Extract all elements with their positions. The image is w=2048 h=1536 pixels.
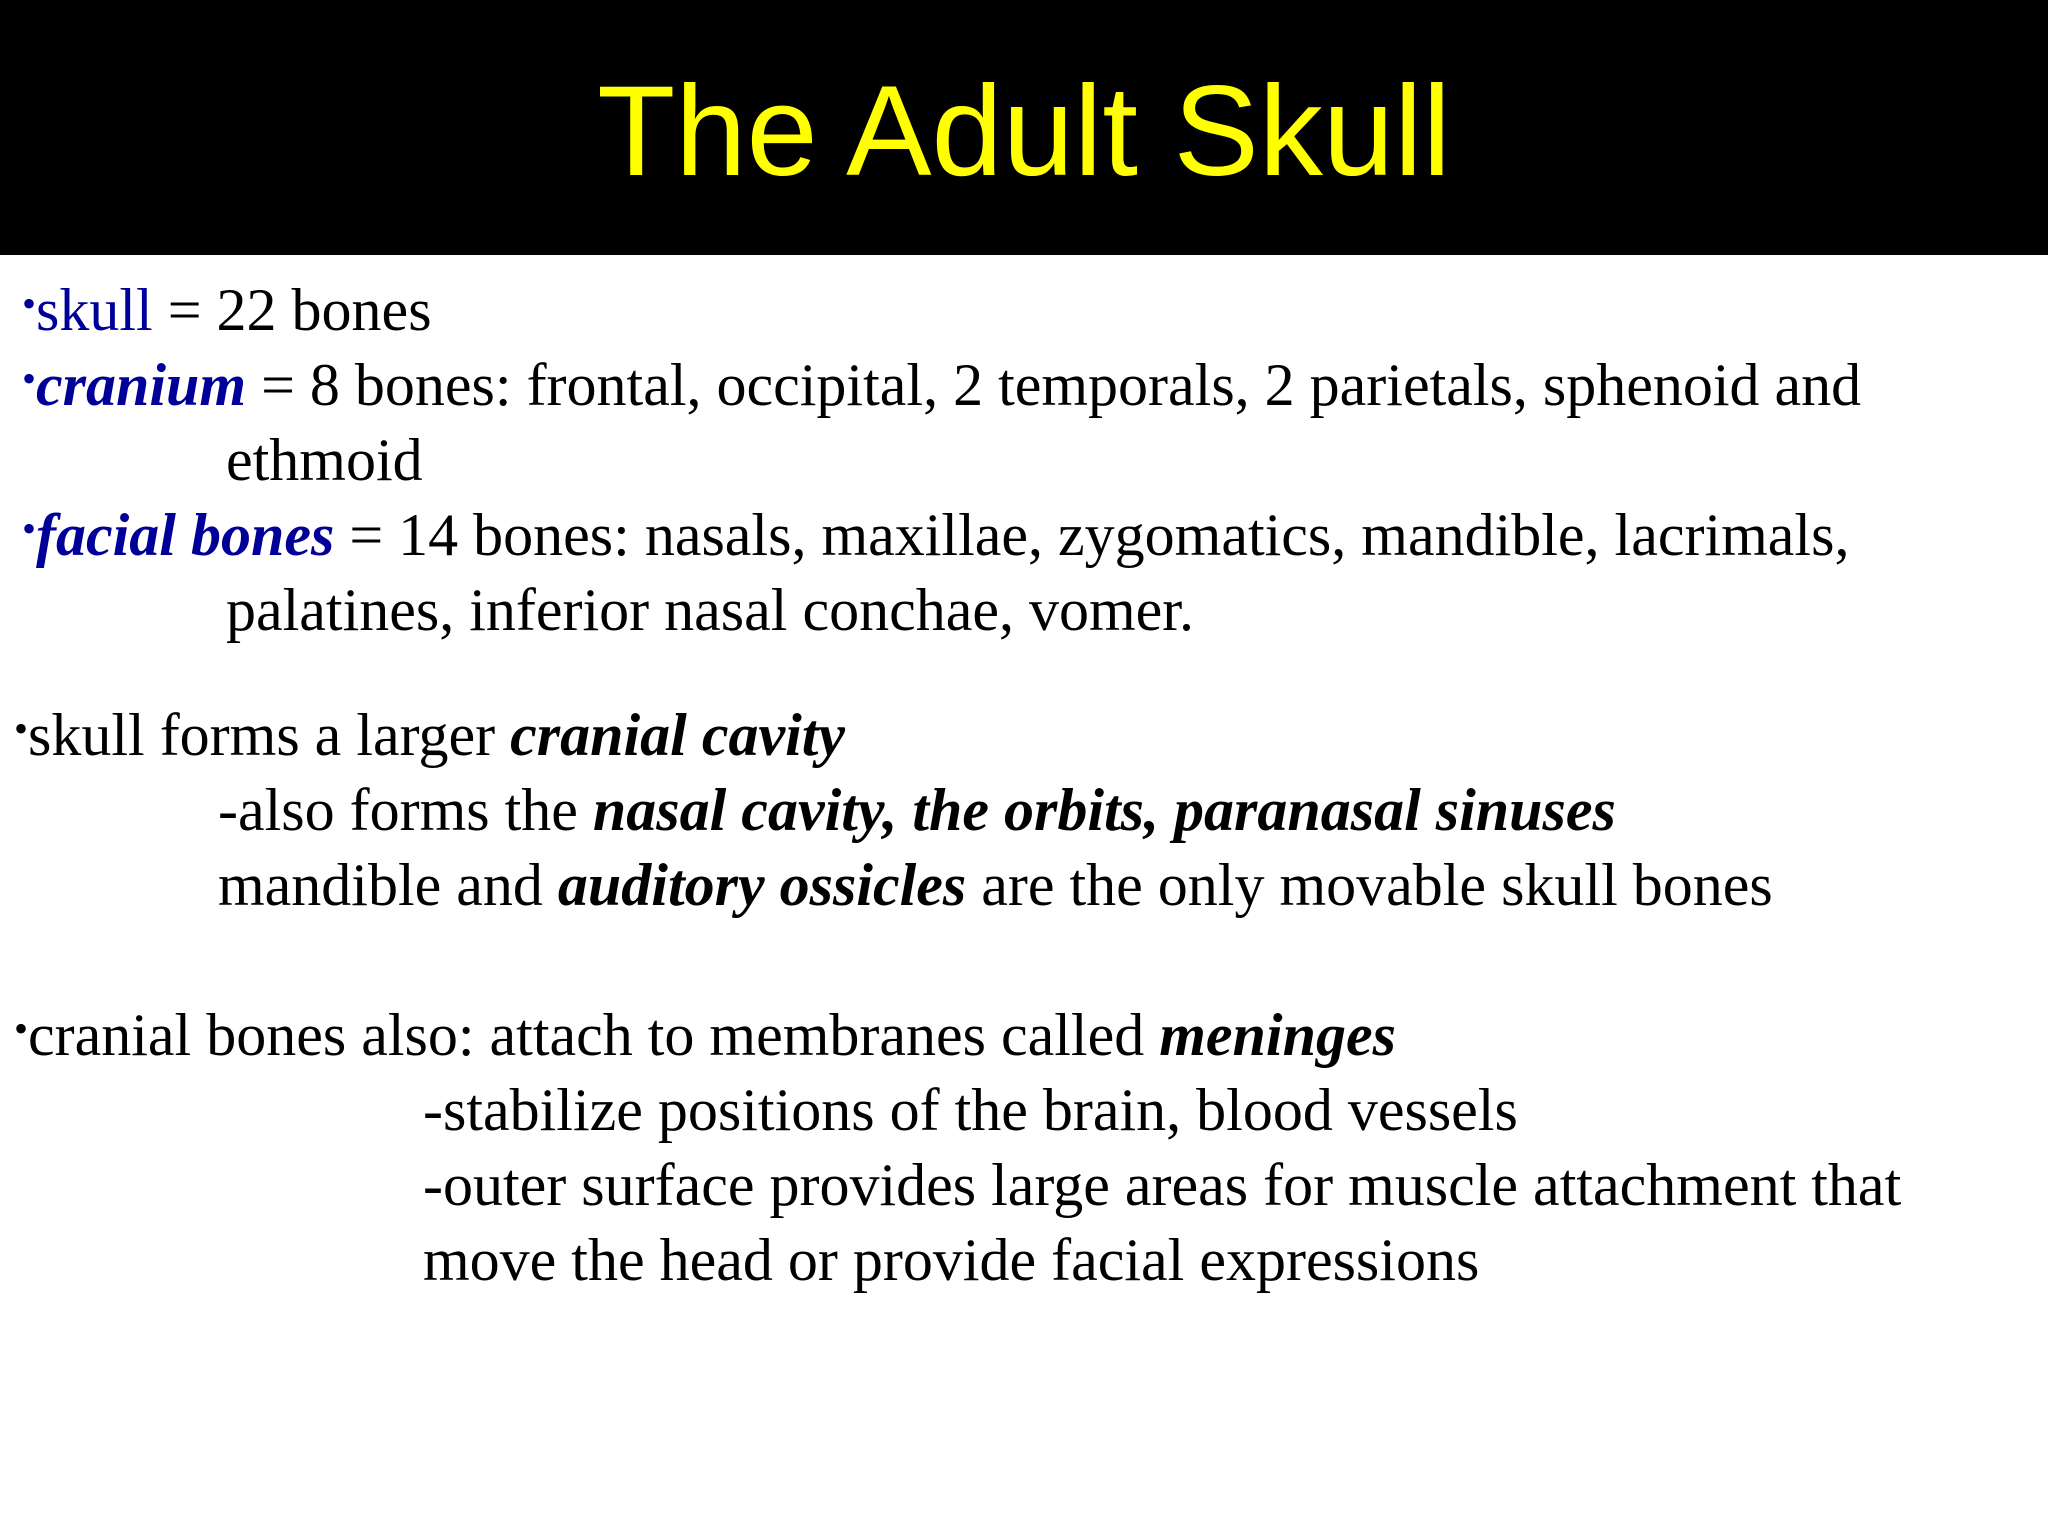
text: cranial bones also: attach to membranes called — [28, 1002, 1160, 1068]
cranium-definition: = 8 bones: frontal, occipital, 2 temporals, 2 parietals, sphenoid and — [246, 352, 1862, 418]
bullet: • — [14, 1006, 29, 1051]
cranium-continuation: ethmoid — [226, 427, 423, 493]
meninges-line — [14, 997, 1396, 1073]
text: -also forms the — [218, 777, 593, 843]
move-head-line: move the head or provide facial expressions — [423, 1227, 1480, 1293]
bullet: • — [22, 356, 37, 401]
outer-surface-line: -outer surface provides large areas for muscle attachment that — [423, 1152, 1902, 1218]
bullet: • — [14, 706, 29, 751]
skull-definition: = 22 bones — [152, 277, 432, 343]
emphasis: meninges — [1159, 1002, 1396, 1068]
emphasis: cranial cavity — [510, 702, 846, 768]
emphasis: nasal cavity, the orbits, paranasal sinuses — [592, 777, 1616, 843]
facial-bones-continuation: palatines, inferior nasal conchae, vomer. — [226, 577, 1194, 643]
also-forms-line — [218, 772, 1616, 848]
title-band — [0, 0, 2048, 255]
text: skull forms a larger — [28, 702, 511, 768]
slide-title: The Adult Skull — [597, 60, 1451, 203]
cranial-cavity-line — [14, 697, 845, 773]
bullet: • — [22, 506, 37, 551]
skull-line — [22, 272, 432, 348]
text: are the only movable skull bones — [966, 852, 1773, 918]
facial-bones-term: facial bones — [36, 502, 335, 568]
text: mandible and — [218, 852, 558, 918]
bullet: • — [22, 281, 37, 326]
movable-bones-line — [218, 847, 1773, 923]
emphasis: auditory ossicles — [557, 852, 967, 918]
skull-term: skull — [36, 277, 153, 343]
facial-bones-definition: = 14 bones: nasals, maxillae, zygomatics, mandible, lacrimals, — [334, 502, 1850, 568]
stabilize-line: -stabilize positions of the brain, blood vessels — [423, 1077, 1518, 1143]
facial-bones-line — [22, 497, 1849, 573]
cranium-line — [22, 347, 1861, 423]
cranium-term: cranium — [36, 352, 247, 418]
